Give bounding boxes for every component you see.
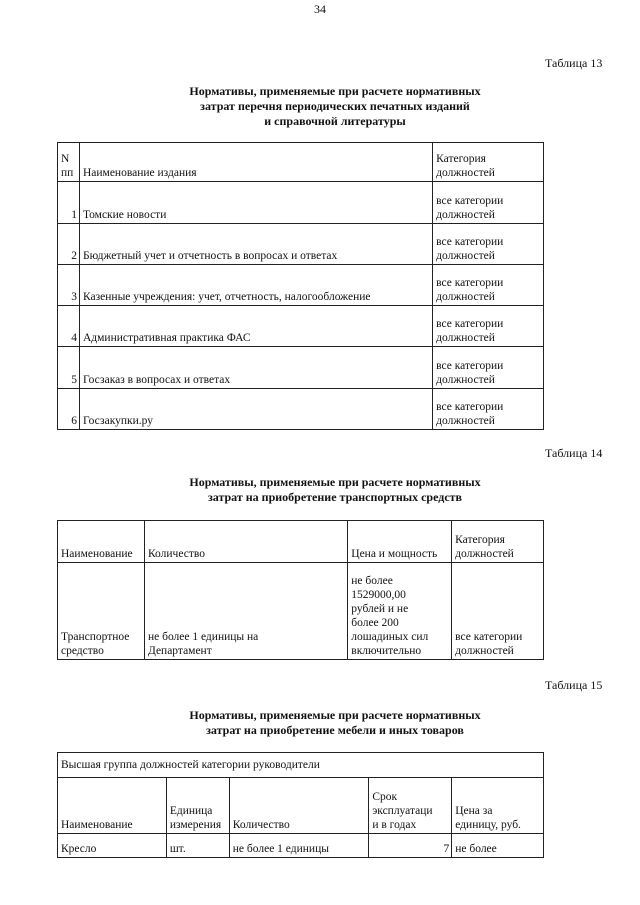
table-row — [58, 347, 544, 389]
header-quantity: Количество — [144, 521, 347, 563]
group-row — [58, 753, 544, 778]
header-price-power: Цена и мощность — [348, 521, 452, 563]
table-row — [58, 834, 544, 858]
header-service-life: Срок эксплуатаци и в годах — [369, 778, 452, 834]
header-category: Категория должностей — [452, 521, 544, 563]
table-13 — [57, 142, 544, 430]
edition-name: Госзакупки.ру — [79, 389, 432, 430]
header-num: N пп — [58, 143, 80, 182]
table-header-row — [58, 521, 544, 563]
title-line: Нормативы, применяемые при расчете нормативных — [189, 708, 481, 722]
title-line: затрат на приобретение мебели и иных товаров — [206, 723, 464, 737]
header-unit-price: Цена за единицу, руб. — [452, 778, 544, 834]
header-category: Категория должностей — [433, 143, 544, 182]
item-price: не более — [452, 834, 544, 858]
edition-name: Бюджетный учет и отчетность в вопросах и ответах — [79, 224, 432, 265]
row-number: 1 — [58, 182, 80, 224]
category: все категории должностей — [433, 265, 544, 306]
category: все категории должностей — [433, 306, 544, 347]
row-number: 4 — [58, 306, 80, 347]
table-row — [58, 265, 544, 306]
category: все категории должностей — [433, 182, 544, 224]
item-name: Кресло — [58, 834, 167, 858]
vehicle-name: Транспортное средство — [58, 563, 145, 660]
title-line: Нормативы, применяемые при расчете нормативных — [189, 475, 481, 489]
table-15 — [57, 752, 544, 858]
row-number: 5 — [58, 347, 80, 389]
header-quantity: Количество — [229, 778, 369, 834]
table-13-label: Таблица 13 — [545, 56, 603, 70]
vehicle-quantity: не более 1 единицы на Департамент — [144, 563, 347, 660]
title-line: затрат на приобретение транспортных средств — [207, 490, 463, 504]
header-name: Наименование — [58, 778, 167, 834]
table-row — [58, 306, 544, 347]
title-line: Нормативы, применяемые при расчете нормативных — [189, 84, 481, 98]
item-quantity: не более 1 единицы — [229, 834, 369, 858]
page-number: 34 — [314, 2, 326, 16]
edition-name: Госзаказ в вопросах и ответах — [79, 347, 432, 389]
table-row — [58, 224, 544, 265]
vehicle-category: все категории должностей — [452, 563, 544, 660]
row-number: 2 — [58, 224, 80, 265]
item-unit: шт. — [166, 834, 229, 858]
category: все категории должностей — [433, 389, 544, 430]
table-15-title — [0, 708, 640, 738]
header-unit: Единица измерения — [166, 778, 229, 834]
table-15-label: Таблица 15 — [545, 678, 603, 692]
edition-name: Административная практика ФАС — [79, 306, 432, 347]
row-number: 3 — [58, 265, 80, 306]
header-name: Наименование издания — [79, 143, 432, 182]
table-row — [58, 563, 544, 660]
table-header-row — [58, 778, 544, 834]
table-header-row — [58, 143, 544, 182]
header-name: Наименование — [58, 521, 145, 563]
row-number: 6 — [58, 389, 80, 430]
category: все категории должностей — [433, 224, 544, 265]
category: все категории должностей — [433, 347, 544, 389]
table-row — [58, 182, 544, 224]
title-line: затрат перечня периодических печатных изданий — [200, 99, 470, 113]
table-14-label: Таблица 14 — [545, 446, 603, 460]
edition-name: Томские новости — [79, 182, 432, 224]
table-14 — [57, 520, 544, 660]
edition-name: Казенные учреждения: учет, отчетность, налогообложение — [79, 265, 432, 306]
item-service-life: 7 — [369, 834, 452, 858]
table-14-title — [0, 475, 640, 505]
table-13-title — [0, 84, 640, 129]
position-group: Высшая группа должностей категории руководители — [58, 753, 544, 778]
table-row — [58, 389, 544, 430]
title-line: и справочной литературы — [264, 114, 406, 128]
vehicle-price-power: не более 1529000,00 рублей и не более 200 лошадиных сил включительно — [348, 563, 452, 660]
